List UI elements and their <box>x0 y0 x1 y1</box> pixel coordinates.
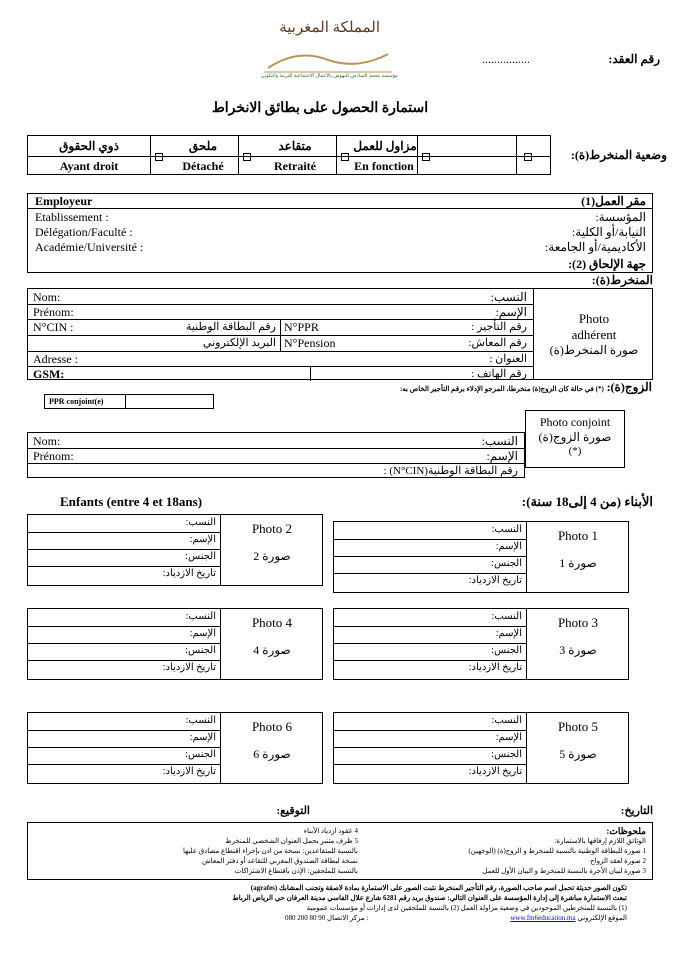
website-label: الموقع الإلكتروني <box>577 914 627 922</box>
adherent-pension-label-ar: رقم المعاش: <box>468 337 527 349</box>
spouse-note: (*) في حالة كان الزوج(ة) منخرطا، المرجو الإدلاء برقم التأجير الخاص به: <box>399 385 604 393</box>
child-sexe-label-3: الجنس: <box>491 645 522 656</box>
children-title-ar: الأبناء (من 4 إلى18 سنة): <box>521 494 653 509</box>
status-en-fonction-ar: مزاول للعمل <box>353 139 417 153</box>
call-center-label: مركز الاتصال : <box>327 914 369 922</box>
child-photo-1[interactable] <box>526 528 630 571</box>
attachment-label-ar: جهة الإلحاق (2): <box>568 257 646 271</box>
notes-box <box>27 822 653 880</box>
spouse-ppr-box[interactable] <box>44 394 214 409</box>
child-block-2 <box>27 514 323 586</box>
adherent-ppr-label: N°PPR <box>284 320 319 334</box>
child-sexe-label-6: الجنس: <box>185 749 216 760</box>
child-prenom-label-1: الإسم: <box>495 541 522 552</box>
status-en-fonction-fr: En fonction <box>354 159 414 173</box>
child-block-3 <box>333 608 629 680</box>
contract-number <box>470 52 660 68</box>
child-photo-label-ar-4: صورة 4 <box>253 643 291 657</box>
child-photo-label-3: Photo 3 <box>557 615 599 630</box>
spouse-header <box>200 380 652 395</box>
notes-title: ملحوظات: <box>606 826 646 836</box>
delegation-label-ar: النيابة/أو الكلية: <box>571 225 646 239</box>
adherent-title: المنخرط(ة): <box>591 273 653 287</box>
notes-right-1: الوثائق اللازم إرفاقها بالاستمارة: <box>554 837 646 845</box>
status-retraite-fr: Retraité <box>274 159 316 173</box>
child-photo-label-ar-2: صورة 2 <box>253 549 291 563</box>
contract-label: رقم العقد: <box>608 52 660 66</box>
spouse-photo-label-ar: صورة الزوج(ة) <box>538 430 612 444</box>
spouse-nom-label: Nom: <box>33 434 61 448</box>
status-table <box>27 135 551 175</box>
spouse-photo-star: (*) <box>568 445 582 457</box>
status-label: وضعية المنخرط(ة): <box>570 148 667 162</box>
signature-label: التوقيع: <box>276 805 310 817</box>
status-detache-fr: Détaché <box>182 159 224 173</box>
child-nom-label-3: النسب: <box>491 611 522 622</box>
child-block-5 <box>333 712 629 784</box>
foundation-logo <box>258 40 398 82</box>
notes-left-4: نسخة لبطاقة الصندوق المغربي للتقاعد أو دفتر المعاش <box>202 857 358 865</box>
footer-line-2: تبعث الاستمارة مباشرة إلى إدارة المؤسسة على العنوان التالي: صندوق بريد رقم 6281 شارع علال الفاسي مدينة العرفان حي الرياض الرباط <box>232 894 627 902</box>
form-title: استمارة الحصول على بطائق الانخراط <box>211 101 429 116</box>
contract-dots: ................ <box>482 52 530 66</box>
checkbox-detache[interactable] <box>243 152 251 164</box>
notes-left-3: بالنسبة للمتقاعدين: نسخة من اذن بإجراء اقتطاع مصادق عليها <box>183 847 358 855</box>
child-dob-label-2: تاريخ الازدياد: <box>162 568 216 579</box>
child-sexe-label-1: الجنس: <box>491 558 522 569</box>
child-sexe-label-4: الجنس: <box>185 645 216 656</box>
spouse-photo-box[interactable] <box>525 410 625 468</box>
child-block-1 <box>333 521 629 593</box>
status-ayant-droit-ar: ذوي الحقوق <box>59 139 119 153</box>
adherent-prenom-label-ar: الإسم: <box>495 305 527 319</box>
adherent-gsm-label-ar: رقم الهاتف : <box>471 368 527 380</box>
spouse-prenom-label: Prénom: <box>33 449 74 463</box>
adherent-nom-label-ar: النسب: <box>490 290 527 304</box>
adherent-photo-label: Photo <box>578 311 610 326</box>
adherent-prenom-label: Prénom: <box>33 305 74 319</box>
adherent-adresse-label-ar: العنوان : <box>489 353 527 365</box>
notes-left-5: بالنسبة للملحقين: الإذن باقتطاع الاشتراكات <box>234 867 358 875</box>
adherent-cin-label: N°CIN : <box>33 320 74 334</box>
child-prenom-label-3: الإسم: <box>495 628 522 639</box>
checkbox-status[interactable] <box>524 152 532 164</box>
adherent-gsm-label: GSM: <box>33 367 65 381</box>
spouse-cin-label: رقم البطاقة الوطنية(N°CIN) : <box>383 465 518 477</box>
academie-label-ar: الأكاديمية/أو الجامعة: <box>544 240 646 254</box>
status-ayant-droit-fr: Ayant droit <box>59 159 119 173</box>
child-photo-label-ar-5: صورة 5 <box>559 747 597 761</box>
footer-line-3: (1) بالنسبة للمنخرطين الموجودين في وضعية مزاولة العمل (2) بالنسبة للملحقين لدى إدارات أو مؤسسات عمومية <box>306 904 627 912</box>
child-nom-label-4: النسب: <box>185 611 216 622</box>
checkbox-ayant-droit[interactable] <box>155 152 163 164</box>
adherent-cin-label-ar: رقم البطاقة الوطنية <box>185 321 276 333</box>
workplace-title-ar: مقر العمل(1) <box>581 194 646 208</box>
child-block-4 <box>27 608 323 680</box>
notes-left-1: 4 عقود ازدياد الأبناء <box>303 827 358 835</box>
notes-right-2: 1 صورة للبطاقة الوطنية بالنسبة للمنخرط و الزوج(ة) (الوجهين) <box>468 847 646 855</box>
child-dob-label-5: تاريخ الازدياد: <box>468 766 522 777</box>
child-nom-label-1: النسب: <box>491 524 522 535</box>
child-block-6 <box>27 712 323 784</box>
call-center-number: 080 200 80 90 <box>285 914 326 922</box>
workplace-title-fr: Employeur <box>35 194 93 208</box>
child-nom-label-2: النسب: <box>185 517 216 528</box>
spouse-section <box>27 432 525 478</box>
adherent-adresse-label: Adresse : <box>33 352 78 366</box>
child-prenom-label-6: الإسم: <box>189 732 216 743</box>
child-sexe-label-2: الجنس: <box>185 551 216 562</box>
logo-text: مؤسسة محمد السادس للنهوض بالأعمال الاجتماعية للتربية والتكوين <box>260 74 398 79</box>
child-prenom-label-5: الإسم: <box>495 732 522 743</box>
child-dob-label-1: تاريخ الازدياد: <box>468 575 522 586</box>
notes-right-4: 3 صورة لبيان الأجرة بالنسبة للمنخرط و البيان الأول للعمل <box>482 867 646 875</box>
child-dob-label-3: تاريخ الازدياد: <box>468 662 522 673</box>
adherent-ppr-label-ar: رقم التأجير : <box>471 321 527 333</box>
children-title-fr: Enfants (entre 4 et 18ans) <box>60 494 203 509</box>
child-photo-5[interactable] <box>526 719 630 762</box>
status-detache-ar: ملحق <box>188 139 218 153</box>
adherent-photo-box[interactable] <box>534 311 654 358</box>
child-prenom-label-4: الإسم: <box>189 628 216 639</box>
child-photo-6[interactable] <box>220 719 324 762</box>
spouse-title: الزوج(ة): <box>606 380 652 394</box>
spouse-ppr-label: PPR conjoint(e) <box>49 397 104 406</box>
child-sexe-label-5: الجنس: <box>491 749 522 760</box>
footer-line-1: تكون الصور حديثة تحمل اسم صاحب الصورة، رقم التأجير المنخرط نثبت الصور على الاستمارة بمادة لاصقة وتجنب المشابك (agrafes) <box>250 884 627 892</box>
adherent-email-label-ar: البريد الإلكتروني <box>202 337 276 349</box>
date-label: التاريخ: <box>620 805 653 817</box>
child-photo-label-4: Photo 4 <box>251 615 293 630</box>
adherent-photo-label-2: adhérent <box>571 327 617 342</box>
kingdom-title: المملكة المغربية <box>279 20 380 36</box>
child-photo-4[interactable] <box>220 615 324 658</box>
child-photo-3[interactable] <box>526 615 630 658</box>
workplace-section <box>27 193 653 273</box>
spouse-photo-label: Photo conjoint <box>539 415 611 429</box>
notes-right-3: 2 صورة لعقد الزواج <box>590 857 646 865</box>
adherent-nom-label: Nom: <box>33 290 61 304</box>
delegation-label: Délégation/Faculté : <box>35 225 133 239</box>
website-link[interactable]: www.fm6education.ma <box>510 914 576 922</box>
notes-left-2: 5 ظرف متنبر يحمل العنوان الشخصي للمنخرط <box>225 837 358 845</box>
status-retraite-ar: متقاعد <box>278 139 312 153</box>
child-photo-label-5: Photo 5 <box>557 719 599 734</box>
child-prenom-label-2: الإسم: <box>189 534 216 545</box>
etablissement-label-ar: المؤسسة: <box>595 210 646 224</box>
child-photo-label-ar-6: صورة 6 <box>253 747 291 761</box>
checkbox-en-fonction[interactable] <box>422 152 430 164</box>
child-photo-label-1: Photo 1 <box>557 528 599 543</box>
child-dob-label-4: تاريخ الازدياد: <box>162 662 216 673</box>
child-photo-2[interactable] <box>220 521 324 564</box>
child-photo-label-2: Photo 2 <box>251 521 293 536</box>
spouse-prenom-label-ar: الإسم: <box>486 449 518 463</box>
adherent-section <box>27 288 653 380</box>
academie-label: Académie/Université : <box>35 240 144 254</box>
etablissement-label: Etablissement : <box>35 210 109 224</box>
adherent-pension-label: N°Pension <box>284 336 336 350</box>
call-center <box>285 914 368 922</box>
child-photo-label-6: Photo 6 <box>251 719 293 734</box>
spouse-nom-label-ar: النسب: <box>481 434 518 448</box>
child-nom-label-5: النسب: <box>491 715 522 726</box>
child-dob-label-6: تاريخ الازدياد: <box>162 766 216 777</box>
child-nom-label-6: النسب: <box>185 715 216 726</box>
adherent-photo-label-ar: صورة المنخرط(ة) <box>549 343 639 357</box>
child-photo-label-ar-1: صورة 1 <box>559 556 597 570</box>
child-photo-label-ar-3: صورة 3 <box>559 643 597 657</box>
